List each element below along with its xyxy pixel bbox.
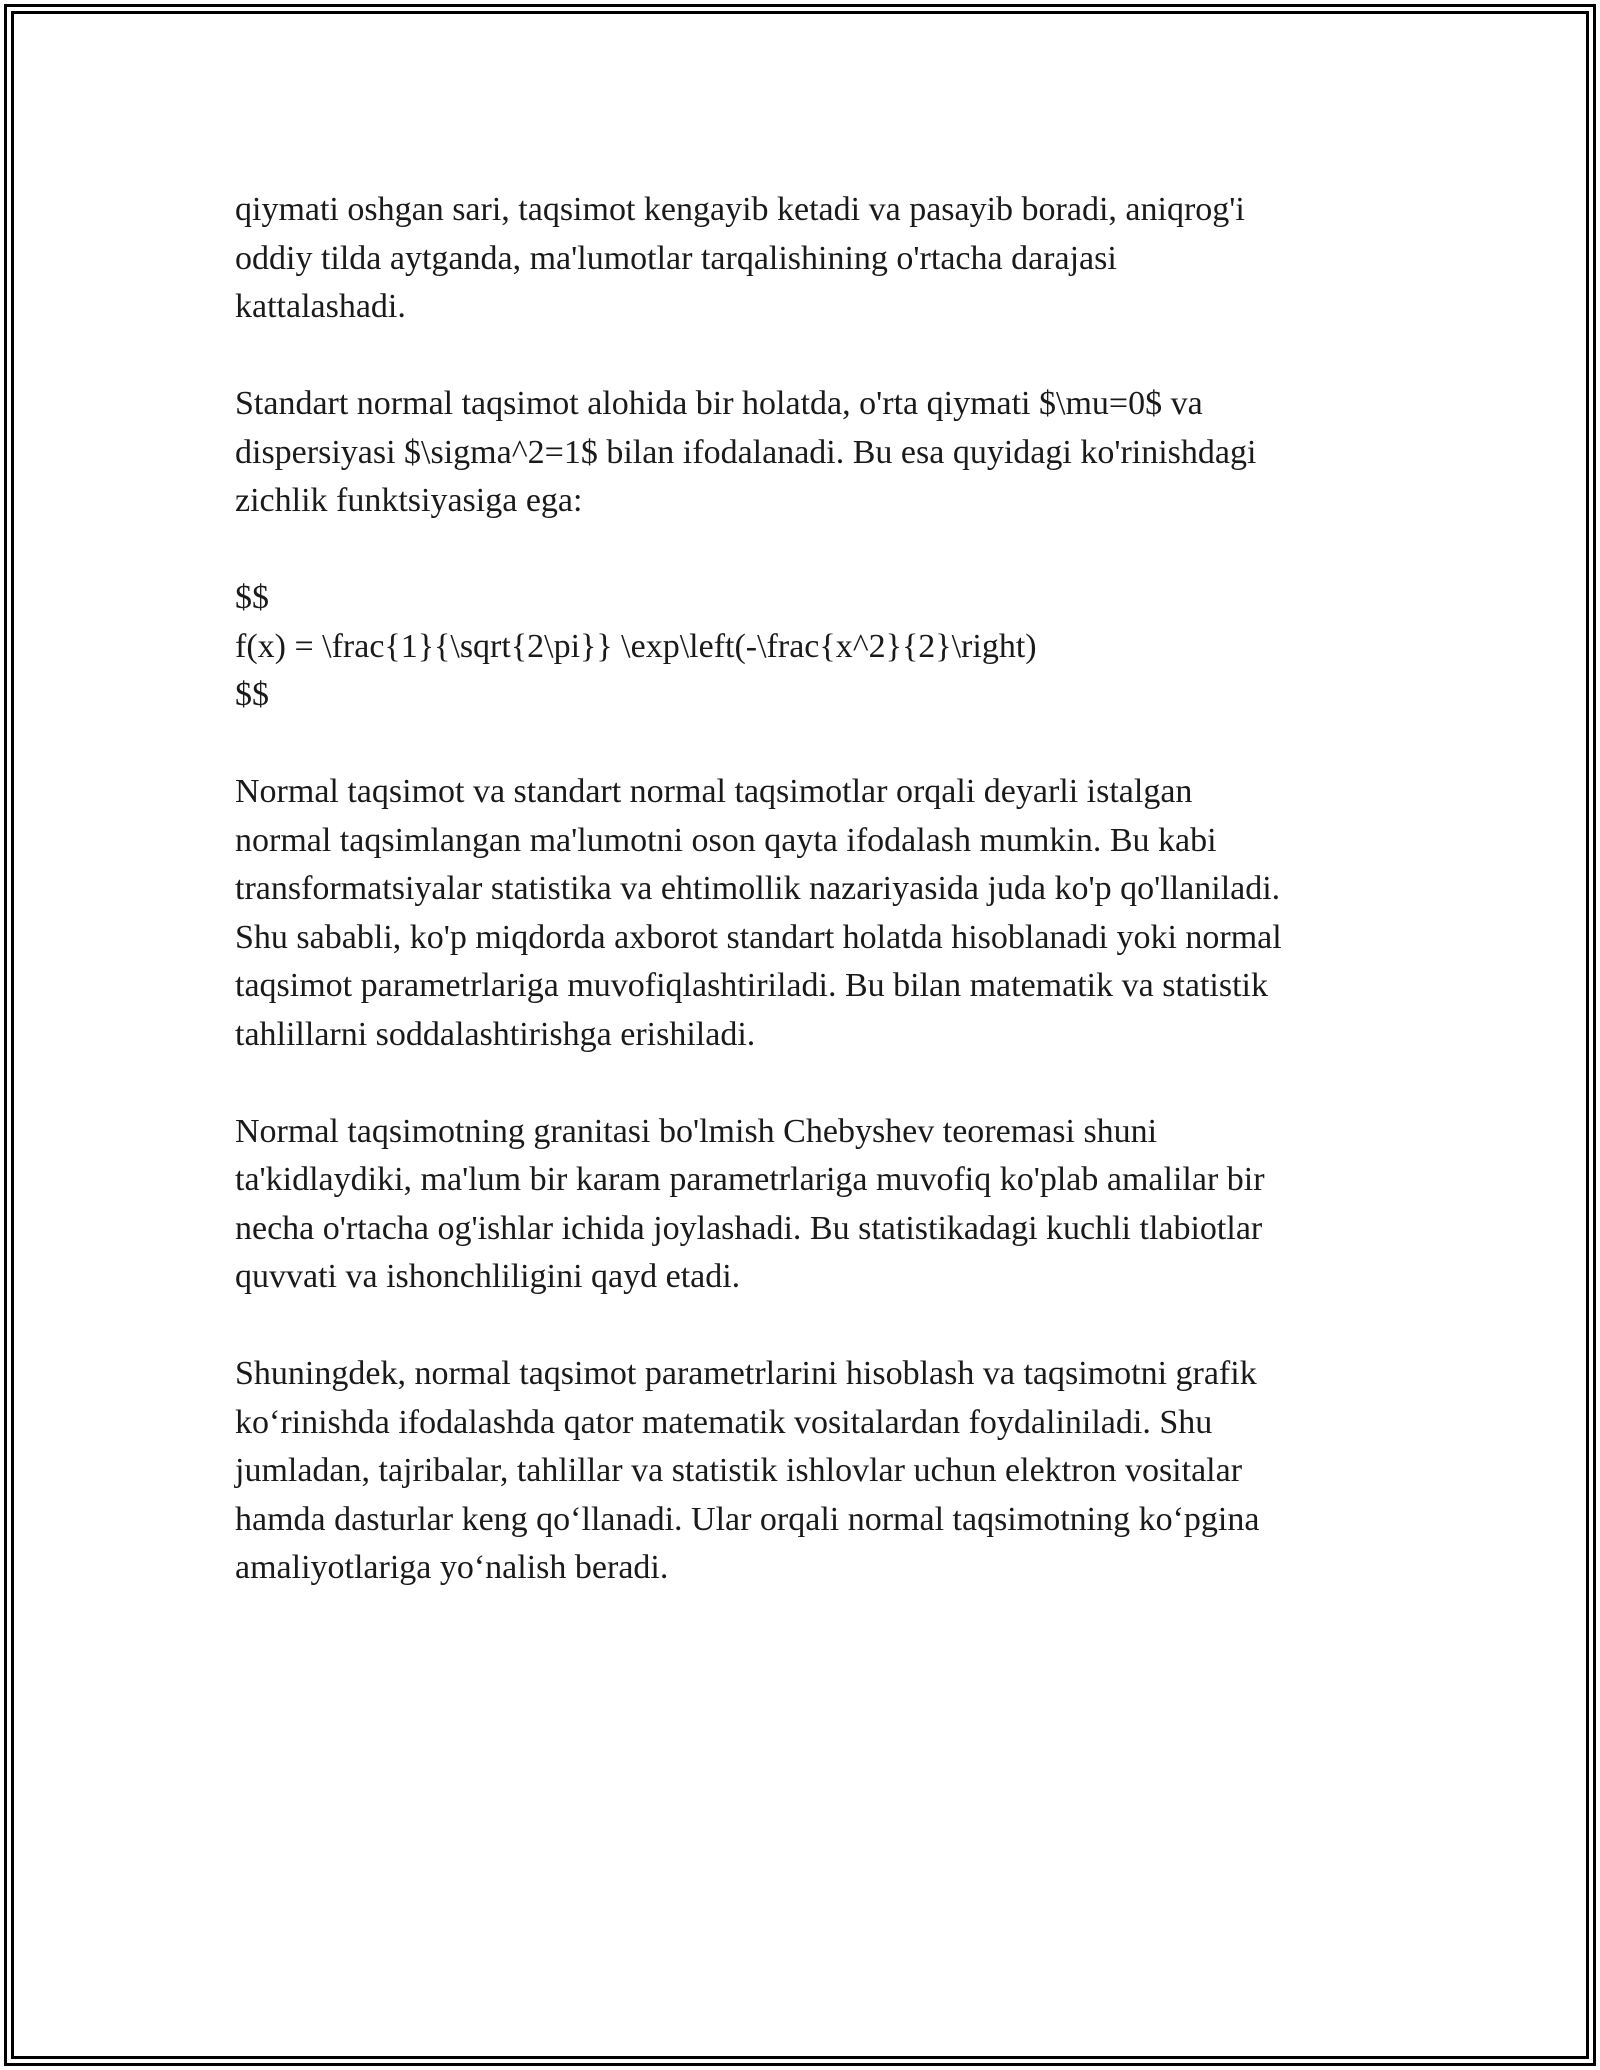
formula-density-function: f(x) = \frac{1}{\sqrt{2\pi}} \exp\left(-\frac{x^2}{2}\right) <box>235 627 1037 665</box>
text-line: transformatsiyalar statistika va ehtimollik nazariyasida juda ko'p qo'llaniladi. <box>235 870 1281 907</box>
text-line: tahlillarni soddalashtirishga erishiladi. <box>235 1015 756 1053</box>
text-line: Standart normal taqsimot alohida bir holatda, o'rta qiymati $\mu=0$ va <box>235 385 1203 422</box>
formula-delimiter-close: $$ <box>235 676 269 713</box>
text-line: hamda dasturlar keng qo‘llanadi. Ular orqali normal taqsimotning ko‘pgina <box>235 1500 1260 1538</box>
text-line: taqsimot parametrlariga muvofiqlashtiriladi. Bu bilan matematik va statistik <box>235 967 1268 1004</box>
text-line: amaliyotlariga yo‘nalish beradi. <box>235 1549 669 1586</box>
text-line: Normal taqsimot va standart normal taqsimotlar orqali deyarli istalgan <box>235 773 1193 810</box>
text-line: quvvati va ishonchliligini qayd etadi. <box>235 1258 741 1295</box>
text-line: necha o'rtacha og'ishlar ichida joylashadi. Bu statistikadagi kuchli tlabiotlar <box>235 1209 1263 1247</box>
formula-block <box>235 574 1370 720</box>
text-line: kattalashadi. <box>235 288 406 325</box>
text-line: Shuningdek, normal taqsimot parametrlarini hisoblash va taqsimotni grafik <box>235 1355 1257 1392</box>
text-line: ko‘rinishda ifodalashda qator matematik vositalardan foydaliniladi. Shu <box>235 1403 1213 1441</box>
text-line: zichlik funktsiyasiga ega: <box>235 482 583 519</box>
text-line: oddiy tilda aytganda, ma'lumotlar tarqalishining o'rtacha darajasi <box>235 239 1117 277</box>
document-body <box>235 186 1370 1641</box>
formula-delimiter-open: $$ <box>235 579 269 616</box>
text-line: qiymati oshgan sari, taqsimot kengayib ketadi va pasayib boradi, aniqrog'i <box>235 191 1245 228</box>
text-line: Shu sababli, ko'p miqdorda axborot standart holatda hisoblanadi yoki normal <box>235 918 1282 956</box>
paragraph-variance-effect <box>235 186 1370 332</box>
text-line: Normal taqsimotning granitasi bo'lmish Chebyshev teoremasi shuni <box>235 1112 1158 1150</box>
paragraph-standard-normal <box>235 380 1370 526</box>
paragraph-chebyshev <box>235 1108 1370 1302</box>
paragraph-transformations <box>235 768 1370 1059</box>
paragraph-tools <box>235 1350 1370 1593</box>
text-line: dispersiyasi $\sigma^2=1$ bilan ifodalanadi. Bu esa quyidagi ko'rinishdagi <box>235 433 1257 471</box>
text-line: jumladan, tajribalar, tahlillar va statistik ishlovlar uchun elektron vositalar <box>235 1452 1243 1489</box>
text-line: ta'kidlaydiki, ma'lum bir karam parametrlariga muvofiq ko'plab amalilar bir <box>235 1161 1265 1198</box>
text-line: normal taqsimlangan ma'lumotni oson qayta ifodalash mumkin. Bu kabi <box>235 821 1217 859</box>
